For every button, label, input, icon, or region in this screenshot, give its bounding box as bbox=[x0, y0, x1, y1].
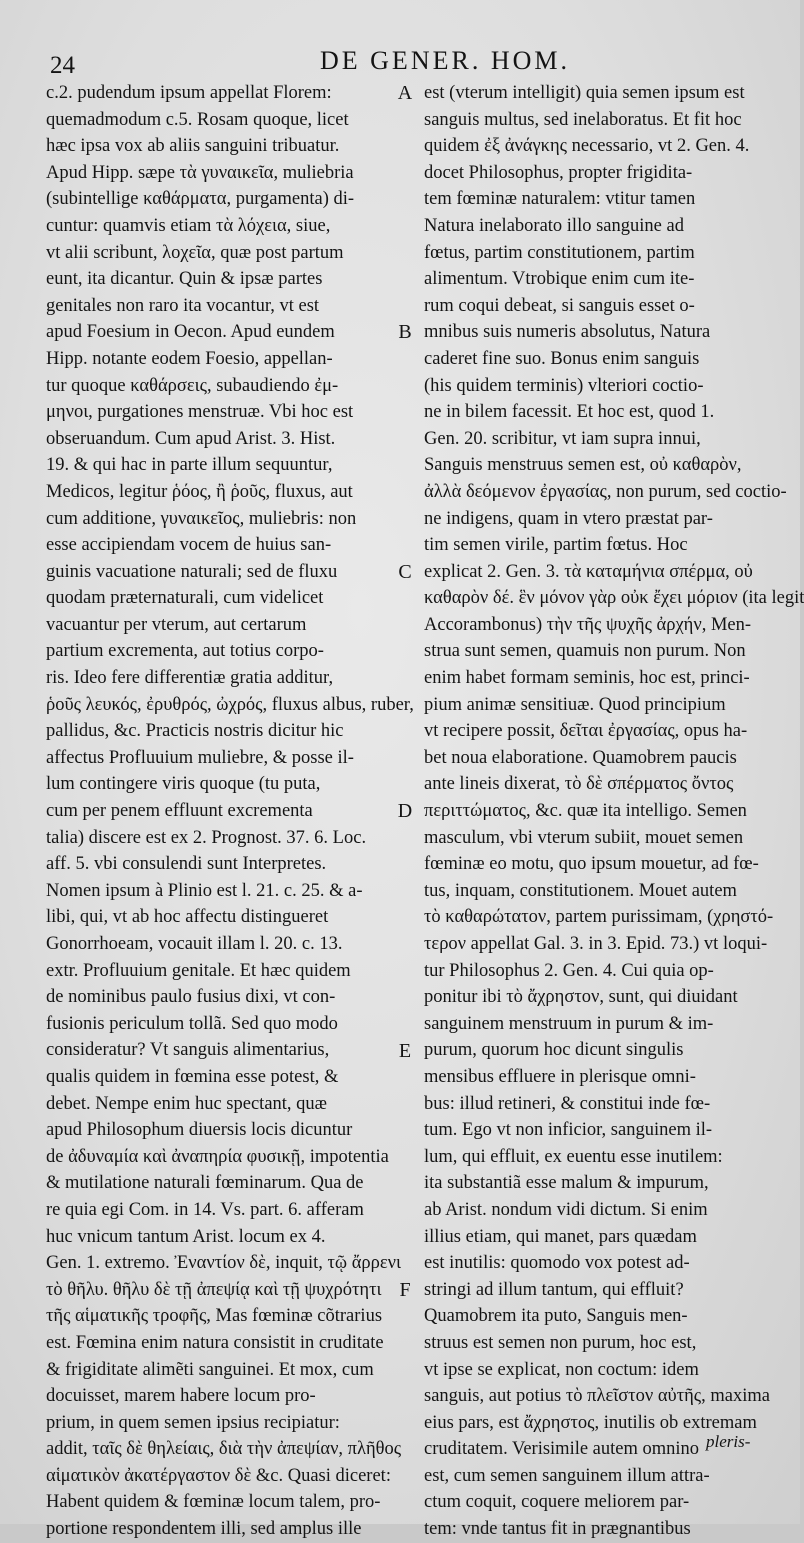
text-line: affectus Profluuium muliebre, & posse il- bbox=[46, 747, 354, 768]
text-line: consideratur? Vt sanguis alimentarius, bbox=[46, 1040, 330, 1061]
text-line: & frigiditate alimẽti sanguinei. Et mox, cum bbox=[46, 1359, 374, 1380]
text-line: re quia egi Com. in 14. Vs. part. 6. afferam bbox=[46, 1199, 364, 1220]
text-line: & mutilatione naturali fœminarum. Qua de bbox=[46, 1173, 364, 1194]
text-line: de nominibus paulo fusius dixi, vt con- bbox=[46, 987, 336, 1008]
text-line: strua sunt semen, quamuis non purum. Non bbox=[424, 641, 746, 662]
left-column bbox=[46, 80, 414, 1543]
text-line: καθαρὸν δέ. ἓν μόνον γὰρ οὐκ ἔχει μόριον (ita legit bbox=[424, 588, 804, 609]
text-line: struus est semen non purum, hoc est, bbox=[424, 1332, 697, 1353]
text-line: docuisset, marem habere locum pro- bbox=[46, 1386, 316, 1407]
text-line: sanguinem menstruum in purum & im- bbox=[424, 1013, 714, 1034]
text-line: est, cum semen sanguinem illum attra- bbox=[424, 1465, 710, 1486]
text-line: explicat 2. Gen. 3. τὰ καταμήνια σπέρμα, οὐ bbox=[424, 561, 753, 582]
text-line: mensibus effluere in plerisque omni- bbox=[424, 1066, 696, 1087]
text-line: eius pars, est ἄχρηστος, inutilis ob extremam bbox=[424, 1412, 757, 1433]
text-line: apud Philosophum diuersis locis dicuntur bbox=[46, 1120, 353, 1141]
text-line: ante lineis dixerat, τὸ δὲ σπέρματος ὄντος bbox=[424, 774, 734, 795]
text-line: ponitur ibi τὸ ἄχρηστον, sunt, qui diuidant bbox=[424, 987, 738, 1008]
page-number: 24 bbox=[50, 52, 75, 79]
text-line: pallidus, &c. Practicis nostris dicitur hic bbox=[46, 721, 344, 742]
text-line: Nomen ipsum à Plinio est l. 21. c. 25. & a- bbox=[46, 880, 363, 901]
text-line: libi, qui, vt ab hoc affectu distingueret bbox=[46, 907, 329, 928]
text-line: ἀλλὰ δεόμενον ἐργασίας, non purum, sed coctio- bbox=[424, 481, 787, 502]
text-line: est (vterum intelligit) quia semen ipsum est bbox=[424, 83, 745, 103]
text-line: Hipp. notante eodem Foesio, appellan- bbox=[46, 348, 333, 369]
text-line: ab Arist. nondum vidi dictum. Si enim bbox=[424, 1199, 708, 1220]
text-line: sanguis, aut potius τὸ πλεῖστον αὐτῆς, maxima bbox=[424, 1386, 770, 1407]
text-line: Gen. 1. extremo. Ἐναντίον δὲ, inquit, τῷ ἄρρενι bbox=[46, 1253, 402, 1274]
margin-letter: B bbox=[398, 321, 412, 344]
text-line: prium, in quem semen ipsius recipiatur: bbox=[46, 1412, 340, 1433]
text-line: cum per penem effluunt excrementa bbox=[46, 801, 313, 822]
text-line: vt ipse se explicat, non coctum: idem bbox=[424, 1359, 699, 1380]
text-line: apud Foesium in Oecon. Apud eundem bbox=[46, 322, 335, 343]
text-line: (his quidem terminis) vlteriori coctio- bbox=[424, 375, 704, 396]
text-line: Sanguis menstruus semen est, οὐ καθαρὸν, bbox=[424, 455, 742, 476]
text-line: extr. Profluuium genitale. Et hæc quidem bbox=[46, 960, 351, 981]
text-line: ῥοῦς λευκός, ἐρυθρός, ὠχρός, fluxus albus, ruber, bbox=[46, 694, 414, 715]
text-line: bet noua elaboratione. Quamobrem paucis bbox=[424, 747, 737, 768]
text-line: sanguis multus, sed inelaboratus. Et fit hoc bbox=[424, 109, 742, 130]
text-line: aff. 5. vbi consulendi sunt Interpretes. bbox=[46, 854, 327, 875]
text-line: Quamobrem ita puto, Sanguis men- bbox=[424, 1306, 688, 1327]
text-line: quidem ἐξ ἀνάγκης necessario, vt 2. Gen. 4. bbox=[424, 136, 750, 157]
text-line: fusionis periculum tollã. Sed quo modo bbox=[46, 1013, 338, 1034]
right-column bbox=[424, 80, 804, 1543]
text-line: stringi ad illum tantum, qui effluit? bbox=[424, 1279, 684, 1300]
text-line: vt alii scribunt, λοχεῖα, quæ post partum bbox=[46, 242, 344, 263]
text-line: cum additione, γυναικεῖος, muliebris: non bbox=[46, 508, 357, 529]
text-line: αἱματικὸν ἀκατέργαστον δὲ &c. Quasi diceret: bbox=[46, 1465, 391, 1486]
text-line: Gen. 20. scribitur, vt iam supra innui, bbox=[424, 428, 701, 449]
text-line: fœminæ eo motu, quo ipsum mouetur, ad fœ- bbox=[424, 854, 759, 875]
text-line: vt recipere possit, δεῖται ἐργασίας, opus ha- bbox=[424, 721, 748, 742]
text-line: tus, inquam, constitutionem. Mouet autem bbox=[424, 880, 737, 901]
text-line: Apud Hipp. sæpe τὰ γυναικεῖα, muliebria bbox=[46, 162, 354, 183]
text-line: tur quoque καθάρσεις, subaudiendo ἐμ- bbox=[46, 375, 339, 396]
text-line: docet Philosophus, propter frigidita- bbox=[424, 162, 693, 183]
text-line: huc vnicum tantum Arist. locum ex 4. bbox=[46, 1226, 326, 1247]
text-line: Accorambonus) τὴν τῆς ψυχῆς ἀρχήν, Men- bbox=[424, 614, 752, 635]
text-line: illius etiam, qui manet, pars quædam bbox=[424, 1226, 697, 1247]
text-line: talia) discere est ex 2. Prognost. 37. 6. Loc. bbox=[46, 827, 367, 848]
text-line: Gonorrhoeam, vocauit illam l. 20. c. 13. bbox=[46, 934, 343, 954]
text-line: addit, ταῖς δὲ θηλείαις, διὰ τὴν ἀπεψίαν, πλῆθος bbox=[46, 1439, 402, 1460]
margin-letter: C bbox=[398, 560, 412, 583]
margin-letter: A bbox=[397, 82, 413, 104]
text-line: ris. Ideo fere differentiæ gratia additur, bbox=[46, 668, 334, 689]
text-line: lum, qui effluit, ex euentu esse inutilem: bbox=[424, 1146, 723, 1167]
running-head: DE GENER. HOM. bbox=[320, 46, 570, 75]
text-line: pium animæ sensitiuæ. Quod principium bbox=[424, 694, 726, 715]
text-line: fœtus, partim constitutionem, partim bbox=[424, 242, 695, 263]
text-line: tur Philosophus 2. Gen. 4. Cui quia op- bbox=[424, 960, 714, 981]
text-line: portione respondentem illi, sed amplus ille bbox=[46, 1519, 362, 1540]
text-line: quodam præternaturali, cum videlicet bbox=[46, 588, 324, 609]
catchword: pleris- bbox=[706, 1432, 751, 1451]
text-line: cruditatem. Verisimile autem omnino bbox=[424, 1439, 700, 1460]
text-line: obseruandum. Cum apud Arist. 3. Hist. bbox=[46, 428, 336, 449]
text-line: τὸ θῆλυ. θῆλυ δὲ τῇ ἀπεψίᾳ καὶ τῇ ψυχρότητι bbox=[46, 1279, 382, 1300]
page-header bbox=[40, 40, 780, 80]
text-line: guinis vacuatione naturali; sed de fluxu bbox=[46, 561, 338, 582]
text-line: ne indigens, quam in vtero præstat par- bbox=[424, 508, 713, 529]
text-line: quemadmodum c.5. Rosam quoque, licet bbox=[46, 109, 349, 130]
text-line: qualis quidem in fœmina esse potest, & bbox=[46, 1066, 339, 1087]
text-line: τῆς αἱματικῆς τροφῆς, Mas fœminæ cõtrarius bbox=[46, 1306, 383, 1327]
text-line: ctum coquit, coquere meliorem par- bbox=[424, 1492, 690, 1513]
text-line: debet. Nempe enim huc spectant, quæ bbox=[46, 1093, 328, 1114]
text-line: tim semen virile, partim fœtus. Hoc bbox=[424, 535, 688, 556]
text-line: mnibus suis numeris absolutus, Natura bbox=[424, 322, 711, 343]
text-line: lum contingere viris quoque (tu puta, bbox=[46, 774, 321, 795]
margin-letter: F bbox=[399, 1279, 411, 1301]
text-line: partium excrementa, aut totius corpo- bbox=[46, 641, 324, 662]
text-line: μηνοι, purgationes menstruæ. Vbi hoc est bbox=[46, 402, 354, 423]
margin-letter: E bbox=[398, 1039, 412, 1062]
text-line: Habent quidem & fœminæ locum talem, pro- bbox=[46, 1492, 381, 1513]
text-line: purum, quorum hoc dicunt singulis bbox=[424, 1040, 684, 1061]
text-line: tum. Ego vt non inficior, sanguinem il- bbox=[424, 1120, 713, 1141]
text-line: (subintellige καθάρματα, purgamenta) di- bbox=[46, 189, 355, 210]
text-line: est inutilis: quomodo vox potest ad- bbox=[424, 1253, 690, 1274]
text-line: caderet fine suo. Bonus enim sanguis bbox=[424, 348, 700, 369]
text-line: enim habet formam seminis, hoc est, princi- bbox=[424, 668, 750, 689]
text-line: τερον appellat Gal. 3. in 3. Epid. 73.) vt loqui- bbox=[424, 934, 768, 954]
text-line: esse accipiendam vocem de huius san- bbox=[46, 535, 332, 556]
text-line: de ἀδυναμία καὶ ἀναπηρία φυσικῇ, impotentia bbox=[46, 1146, 389, 1167]
text-line: tem: vnde tantus fit in prægnantibus bbox=[424, 1519, 691, 1540]
text-line: eunt, ita dicantur. Quin & ipsæ partes bbox=[46, 269, 323, 290]
margin-letter: D bbox=[397, 800, 413, 823]
text-line: 19. & qui hac in parte illum sequuntur, bbox=[46, 455, 333, 476]
text-line: ne in bilem facessit. Et hoc est, quod 1. bbox=[424, 402, 715, 423]
text-line: Medicos, legitur ῥόος, ἢ ῥοῦς, fluxus, aut bbox=[46, 481, 353, 502]
text-line: τὸ καθαρώτατον, partem purissimam, (χρηστό- bbox=[424, 907, 774, 928]
text-line: rum coqui debeat, si sanguis esset o- bbox=[424, 295, 695, 316]
text-line: masculum, vbi vterum subiit, mouet semen bbox=[424, 827, 744, 848]
text-line: c.2. pudendum ipsum appellat Florem: bbox=[46, 83, 332, 103]
text-line: ita substantiã esse malum & impurum, bbox=[424, 1173, 709, 1194]
text-line: Natura inelaborato illo sanguine ad bbox=[424, 215, 684, 236]
text-line: vacuantur per vterum, aut certarum bbox=[46, 614, 307, 635]
text-line: tem fœminæ naturalem: vtitur tamen bbox=[424, 189, 696, 210]
text-line: περιττώματος, &c. quæ ita intelligo. Semen bbox=[424, 801, 747, 822]
text-line: est. Fœmina enim natura consistit in cruditate bbox=[46, 1332, 384, 1353]
text-line: cuntur: quamvis etiam τὰ λόχεια, siue, bbox=[46, 215, 331, 236]
text-line: bus: illud retineri, & constitui inde fœ- bbox=[424, 1093, 711, 1114]
text-line: genitales non raro ita vocantur, vt est bbox=[46, 295, 320, 316]
text-line: alimentum. Vtrobique enim cum ite- bbox=[424, 269, 695, 290]
text-line: hæc ipsa vox ab aliis sanguini tribuatur. bbox=[46, 136, 340, 157]
